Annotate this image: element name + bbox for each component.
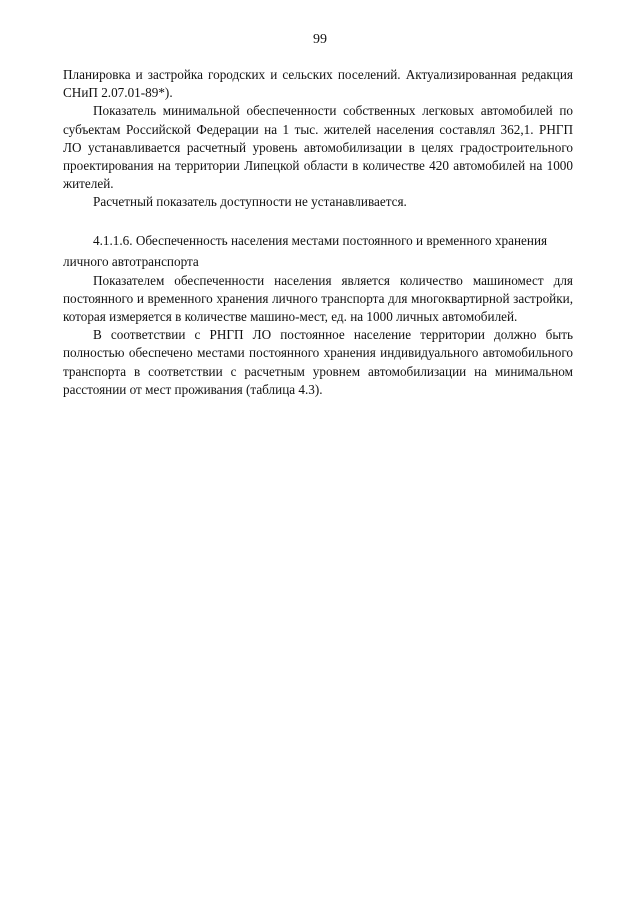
paragraph-parking-indicator: Показателем обеспеченности населения является количество машиномест для постоянного и временного хранения личного транспорта для многоквартирной застройки, которая измеряется в количестве машино-мест, ед. на 1000 личных автомобилей. <box>63 272 573 325</box>
paragraph-continuation: Планировка и застройка городских и сельских поселений. Актуализированная редакция СНиП 2.07.01-89*). <box>63 67 573 101</box>
paragraph-accessibility: Расчетный показатель доступности не устанавливается. <box>93 194 407 210</box>
paragraph-parking-requirement: В соответствии с РНГП ЛО постоянное население территории должно быть полностью обеспечено местами постоянного хранения индивидуального автомобильного транспорта в соответствии с расчетным уровнем автомобилизации на минимальном расстоянии от мест проживания (таблица 4.3). <box>63 327 573 397</box>
page-number: 99 <box>313 32 327 47</box>
paragraph-car-ownership: Показатель минимальной обеспеченности собственных легковых автомобилей по субъектам Российской Федерации на 1 тыс. жителей населения составлял 362,1. РНГП ЛО устанавливается расчетный уровень автомобилизации в целях градостроительного проектирования на территории Липецкой области в количестве 420 автомобилей на 1000 жителей. <box>63 103 573 192</box>
section-heading: 4.1.1.6. Обеспеченность населения местами постоянного и временного хранения личного автотранспорта <box>63 232 548 269</box>
document-body <box>63 66 573 399</box>
